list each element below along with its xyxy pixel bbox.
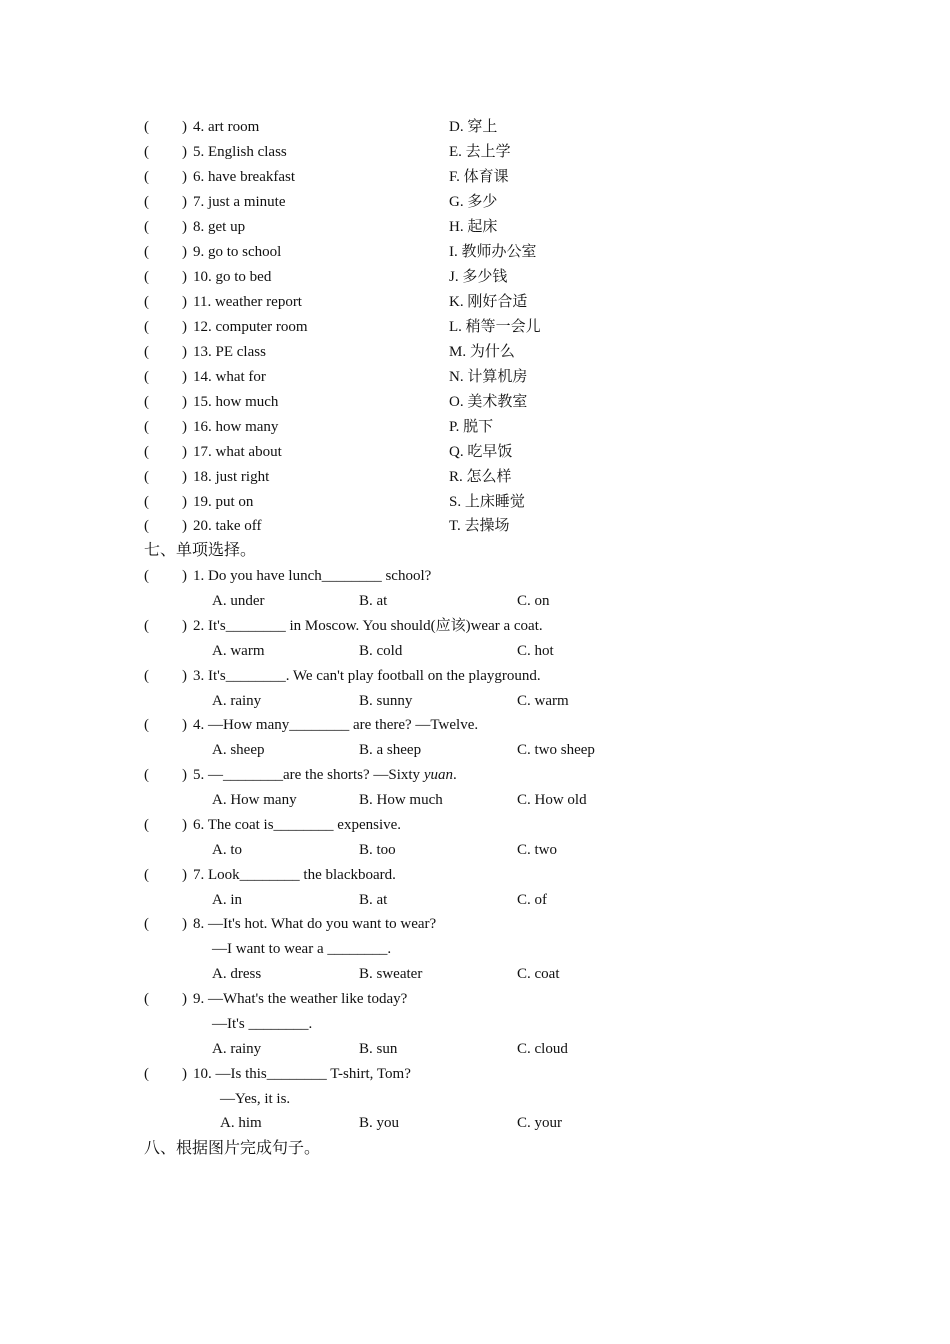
matching-option: I. 教师办公室 — [449, 244, 537, 260]
question-text: 3. It's________. We can't play football on the playground. — [193, 668, 541, 684]
answer-paren-right: ) — [182, 244, 187, 260]
choice-b: B. you — [359, 1115, 400, 1131]
choice-a: A. him — [220, 1115, 262, 1131]
answer-paren-left: ( — [144, 991, 149, 1007]
choice-c: C. two sheep — [517, 742, 595, 758]
answer-paren-left: ( — [144, 194, 149, 210]
choice-c: C. on — [517, 593, 550, 609]
answer-paren-right: ) — [182, 867, 187, 883]
matching-item: 9. go to school — [193, 244, 282, 260]
answer-paren-right: ) — [182, 767, 187, 783]
choice-a: A. warm — [212, 643, 265, 659]
answer-paren-right: ) — [182, 394, 187, 410]
answer-paren-left: ( — [144, 668, 149, 684]
answer-paren-right: ) — [182, 618, 187, 634]
matching-option: F. 体育课 — [449, 169, 509, 185]
question-text: 10. —Is this________ T-shirt, Tom? — [193, 1066, 411, 1082]
choice-b: B. a sheep — [359, 742, 422, 758]
choice-b: B. How much — [359, 792, 443, 808]
answer-paren-right: ) — [182, 717, 187, 733]
answer-paren-right: ) — [182, 568, 187, 584]
answer-paren-right: ) — [182, 344, 187, 360]
choice-b: B. at — [359, 892, 388, 908]
answer-paren-left: ( — [144, 369, 149, 385]
answer-paren-left: ( — [144, 344, 149, 360]
matching-option: R. 怎么样 — [449, 469, 512, 485]
answer-paren-left: ( — [144, 817, 149, 833]
question-text-italic: yuan — [423, 767, 453, 783]
question-text: 2. It's________ in Moscow. You should(应该)wear a coat. — [193, 618, 543, 634]
section-eight-title: 八、根据图片完成句子。 — [144, 1140, 321, 1157]
matching-option: E. 去上学 — [449, 144, 511, 160]
question-text: 6. The coat is________ expensive. — [193, 817, 402, 833]
choice-b: B. sweater — [359, 966, 423, 982]
answer-paren-right: ) — [182, 319, 187, 335]
choice-b: B. cold — [359, 643, 403, 659]
choice-a: A. under — [212, 593, 265, 609]
question-text: 7. Look________ the blackboard. — [193, 867, 396, 883]
answer-paren-right: ) — [182, 194, 187, 210]
answer-paren-right: ) — [182, 991, 187, 1007]
choice-c: C. How old — [517, 792, 587, 808]
matching-item: 14. what for — [193, 369, 266, 385]
matching-item: 6. have breakfast — [193, 169, 296, 185]
choice-c: C. your — [517, 1115, 562, 1131]
matching-option: P. 脱下 — [449, 419, 494, 435]
question-text: 9. —What's the weather like today? — [193, 991, 408, 1007]
matching-option: Q. 吃早饭 — [449, 444, 513, 460]
answer-paren-right: ) — [182, 469, 187, 485]
answer-paren-right: ) — [182, 119, 187, 135]
matching-option: G. 多少 — [449, 194, 498, 210]
answer-paren-left: ( — [144, 119, 149, 135]
choice-a: A. rainy — [212, 693, 262, 709]
answer-paren-left: ( — [144, 867, 149, 883]
matching-item: 13. PE class — [193, 344, 266, 360]
answer-paren-right: ) — [182, 369, 187, 385]
answer-paren-left: ( — [144, 244, 149, 260]
answer-paren-right: ) — [182, 668, 187, 684]
answer-paren-left: ( — [144, 444, 149, 460]
matching-item: 8. get up — [193, 219, 246, 235]
answer-paren-right: ) — [182, 294, 187, 310]
choice-a: A. in — [212, 892, 242, 908]
choice-c: C. hot — [517, 643, 554, 659]
answer-paren-right: ) — [182, 169, 187, 185]
answer-paren-left: ( — [144, 494, 149, 510]
answer-paren-left: ( — [144, 294, 149, 310]
choice-c: C. warm — [517, 693, 569, 709]
matching-option: N. 计算机房 — [449, 369, 528, 385]
answer-paren-left: ( — [144, 144, 149, 160]
answer-paren-right: ) — [182, 419, 187, 435]
question-text: 8. —It's hot. What do you want to wear? — [193, 916, 437, 932]
matching-option: D. 穿上 — [449, 119, 498, 135]
choice-c: C. coat — [517, 966, 560, 982]
answer-paren-right: ) — [182, 269, 187, 285]
matching-item: 19. put on — [193, 494, 254, 510]
answer-paren-left: ( — [144, 394, 149, 410]
matching-option: J. 多少钱 — [449, 269, 508, 285]
matching-item: 20. take off — [193, 518, 262, 534]
answer-paren-left: ( — [144, 1066, 149, 1082]
choice-c: C. two — [517, 842, 558, 858]
question-text-end: . — [452, 767, 457, 783]
answer-paren-left: ( — [144, 469, 149, 485]
answer-paren-right: ) — [182, 916, 187, 932]
answer-paren-right: ) — [182, 144, 187, 160]
answer-paren-left: ( — [144, 717, 149, 733]
answer-paren-left: ( — [144, 219, 149, 235]
choice-a: A. How many — [212, 792, 297, 808]
matching-option: S. 上床睡觉 — [449, 494, 525, 510]
choice-c: C. of — [517, 892, 547, 908]
matching-option: M. 为什么 — [449, 344, 515, 360]
choice-c: C. cloud — [517, 1041, 568, 1057]
answer-paren-left: ( — [144, 419, 149, 435]
question-text — [193, 763, 457, 788]
answer-paren-left: ( — [144, 518, 149, 534]
choice-b: B. sun — [359, 1041, 398, 1057]
matching-option: L. 稍等一会儿 — [449, 319, 541, 335]
choice-a: A. rainy — [212, 1041, 262, 1057]
matching-item: 15. how much — [193, 394, 279, 410]
answer-paren-left: ( — [144, 916, 149, 932]
question-text: 1. Do you have lunch________ school? — [193, 568, 432, 584]
question-text-main: 5. —________are the shorts? —Sixty — [193, 767, 424, 783]
matching-item: 11. weather report — [193, 294, 302, 310]
choice-a: A. sheep — [212, 742, 265, 758]
choice-a: A. dress — [212, 966, 262, 982]
matching-item: 12. computer room — [193, 319, 308, 335]
answer-paren-right: ) — [182, 494, 187, 510]
choice-b: B. at — [359, 593, 388, 609]
answer-paren-right: ) — [182, 219, 187, 235]
matching-option: T. 去操场 — [449, 518, 510, 534]
answer-paren-right: ) — [182, 518, 187, 534]
answer-paren-right: ) — [182, 444, 187, 460]
answer-paren-right: ) — [182, 817, 187, 833]
answer-paren-right: ) — [182, 1066, 187, 1082]
matching-item: 5. English class — [193, 144, 287, 160]
matching-item: 17. what about — [193, 444, 282, 460]
question-text: 4. —How many________ are there? —Twelve. — [193, 717, 479, 733]
choice-a: A. to — [212, 842, 242, 858]
matching-option: H. 起床 — [449, 219, 498, 235]
matching-option: O. 美术教室 — [449, 394, 528, 410]
question-text-line2: —I want to wear a ________. — [212, 941, 392, 957]
section-seven-title: 七、单项选择。 — [144, 542, 257, 559]
matching-item: 10. go to bed — [193, 269, 272, 285]
matching-item: 16. how many — [193, 419, 279, 435]
answer-paren-left: ( — [144, 169, 149, 185]
question-text-line2: —It's ________. — [212, 1016, 313, 1032]
matching-item: 7. just a minute — [193, 194, 286, 210]
matching-option: K. 刚好合适 — [449, 294, 528, 310]
matching-item: 18. just right — [193, 469, 270, 485]
answer-paren-left: ( — [144, 618, 149, 634]
answer-paren-left: ( — [144, 269, 149, 285]
answer-paren-left: ( — [144, 568, 149, 584]
answer-paren-left: ( — [144, 319, 149, 335]
choice-b: B. sunny — [359, 693, 413, 709]
choice-b: B. too — [359, 842, 396, 858]
question-text-line2: —Yes, it is. — [220, 1091, 291, 1107]
answer-paren-left: ( — [144, 767, 149, 783]
matching-item: 4. art room — [193, 119, 260, 135]
